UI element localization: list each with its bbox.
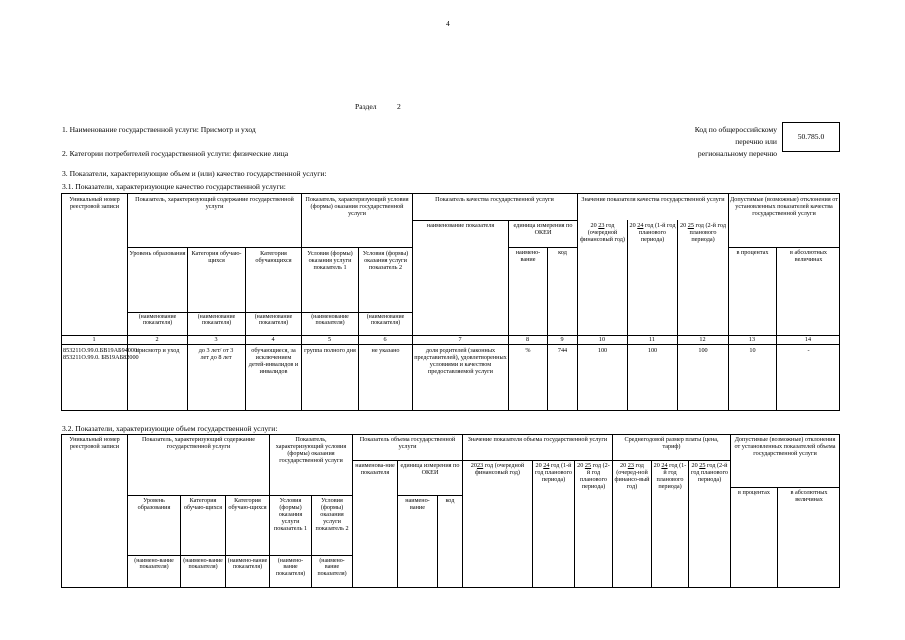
t1-col-num: 6: [383, 336, 387, 343]
t1-header-deviation: Допустимые (возможные) отклонения от установленных показателей качества государственной услуги: [730, 196, 838, 217]
t2-sub-name-5: (наимено-вание показателя): [317, 558, 347, 577]
consumer-category: 2. Категории потребителей государственной услуги: физические лица: [62, 149, 289, 158]
t1-sub-condition-1: Условия (формы) оказания услуги показатель 1: [307, 250, 353, 271]
t2-sub-name-2: (наимено-вание показателя): [183, 558, 223, 571]
t2-header-content: Показатель, характеризующий содержание государственной услуги: [141, 436, 256, 450]
t1-sub-name-5: (наименование показателя): [366, 314, 405, 327]
t1-col-num: 1: [92, 336, 96, 343]
t2-sub-student-category: Категория обучаю-щихся: [183, 497, 223, 511]
t1-col-num: 4: [271, 336, 275, 343]
t1-header-quality: Показатель качества государственной услуги: [435, 196, 554, 203]
t1-row-unit-name: %: [525, 347, 531, 354]
t2-header-price: Среднегодовой размер платы (цена, тариф): [624, 436, 719, 450]
t1-sub-name-1: (наименование показателя): [138, 314, 177, 327]
t2-sub-condition-2: Условия (формы) оказания услуги показатель 2: [315, 497, 349, 532]
t2-header-volume-year3: 20 25 год (2-й год планового периода): [577, 462, 610, 490]
t1-header-absolute: в абсолютных величинах: [789, 249, 828, 263]
t2-header-volume: Показатель объема государственной услуги: [359, 436, 456, 450]
t1-row-unit-code: 744: [557, 347, 568, 354]
t1-col-num: 5: [327, 336, 332, 343]
t1-col-num: 14: [804, 336, 812, 343]
t2-header-percent: в процентах: [738, 489, 770, 496]
t2-header-values: Значение показателя объема государственной услуги: [467, 436, 608, 443]
t1-col-num: 2: [155, 336, 159, 343]
t1-row-reg-number: 853211О.99.0.БВ19АБ94000/ 853211О.99.0. БВ19АБ82000: [63, 347, 139, 361]
t1-header-indicator-name: наименование показателя: [426, 222, 495, 229]
code-label-line1: Код по общероссийскому: [694, 125, 777, 134]
t1-col-num: 7: [458, 336, 462, 343]
t2-header-price-year1: 20 23 год (очеред-ной финансо-вый год): [614, 462, 650, 490]
t2-header-indicator-name: наименова-ние показателя: [355, 462, 395, 476]
t1-row-deviation-absolute: -: [807, 347, 810, 354]
t1-header-year1: 20 23 год (очередной финансовый год): [580, 222, 625, 243]
t2-sub-name-4: (наимено-вание показателя): [275, 558, 306, 577]
t2-header-unit-name: наимено-вание: [405, 497, 430, 511]
t2-sub-condition-1: Условия (формы) оказания услуги показатель 1: [273, 497, 308, 532]
t1-row-condition-2: не указано: [371, 347, 400, 354]
section-number: 2: [397, 102, 401, 111]
t2-sub-name-3: (наимено-вание показателя): [227, 558, 268, 571]
t1-col-num: 12: [699, 336, 706, 343]
t2-header-conditions: Показатель, характеризующий условия (формы) оказания государственной услуги: [275, 436, 347, 464]
section-label: Раздел: [355, 102, 377, 111]
t1-sub-name-4: (наименование показателя): [311, 314, 349, 327]
t1-header-year2: 20 24 год (1-й год планового периода): [629, 222, 676, 243]
t1-header-percent: в процентах: [736, 249, 769, 256]
code-label-line2: перечню или: [735, 137, 777, 146]
t1-row-indicator-name: доля родителей (законных представителей), удовлетворенных условиями и качеством предоставляемой услуги: [414, 347, 507, 375]
t1-col-num: 9: [560, 336, 564, 343]
t1-row-value-year1: 100: [597, 347, 608, 354]
t1-row-deviation-percent: 10: [749, 347, 756, 354]
t1-sub-student-category: Категория обучаю-щихся: [191, 250, 242, 264]
t1-sub-student-category-2: Категория обучающихся: [255, 250, 292, 264]
t1-header-unit: единица измерения по ОКЕИ: [513, 222, 573, 236]
t1-col-num: 10: [598, 336, 606, 343]
t1-header-reg-number: Уникальный номер реестровой записи: [69, 196, 120, 210]
quality-title: 3.1. Показатели, характеризующие качество государственной услуги:: [62, 182, 286, 191]
t2-sub-student-category-2: Категория обучаю-щихся: [228, 497, 267, 511]
t1-col-num: 13: [748, 336, 756, 343]
t1-header-content: Показатель, характеризующий содержание государственной услуги: [135, 196, 294, 210]
t1-col-num: 3: [214, 336, 218, 343]
t1-header-conditions: Показатель, характеризующий условия (формы) оказания государственной услуги: [305, 196, 409, 217]
t1-sub-condition-2: Условия (формы) оказания услуги показатель 2: [362, 250, 409, 271]
t1-row-condition-1: группа полного дня: [304, 347, 356, 354]
t2-header-unit: единица измерения по ОКЕИ: [400, 462, 460, 476]
t2-header-price-year2: 20 24 год (1-й год планового периода): [653, 462, 687, 490]
t2-header-volume-year1: 2023 год (очередной финансовый год): [470, 462, 525, 476]
t1-row-age: до 3 лет/ от 3 лет до 8 лет: [198, 347, 234, 361]
t1-header-year3: 20 25 год (2-й год планового периода): [680, 222, 726, 243]
t1-sub-education-level: Уровень образования: [129, 250, 186, 257]
t1-header-unit-name: наимено-вание: [515, 249, 541, 263]
code-label-line3: региональному перечню: [697, 149, 777, 158]
t2-header-deviation: Допустимые (возможные) отклонения от установленных показателей объема государственной услуги: [734, 436, 836, 457]
t1-header-values: Значение показателя качества государственной услуги: [581, 196, 725, 203]
service-name: 1. Наименование государственной услуги: Присмотр и уход: [62, 125, 256, 134]
indicators-title: 3. Показатели, характеризующие объем и (или) качество государственной услуги:: [62, 169, 327, 178]
t1-sub-name-3: (наименование показателя): [254, 314, 293, 327]
code-value: 50.785.0: [797, 132, 825, 141]
t2-sub-name-1: (наимено-вание показателя): [134, 558, 174, 571]
page-number: 4: [446, 19, 450, 28]
t1-col-num: 11: [649, 336, 655, 343]
t1-sub-name-2: (наименование показателя): [197, 314, 236, 327]
t1-row-content: присмотр и уход: [135, 347, 180, 354]
t2-header-unit-code: код: [445, 497, 455, 504]
t2-header-reg-number: Уникальный номер реестровой записи: [69, 436, 120, 450]
volume-title: 3.2. Показатели, характеризующие объем государственной услуги:: [62, 424, 278, 433]
t2-sub-education-level: Уровень образования: [137, 497, 171, 511]
t1-col-num: 8: [525, 336, 530, 343]
t1-row-value-year2: 100: [647, 347, 658, 354]
t1-header-unit-code: код: [558, 249, 567, 256]
t2-header-absolute: в абсолютных величинах: [790, 489, 828, 503]
t2-header-volume-year2: 20 24 год (1-й год планового периода): [535, 462, 572, 483]
t1-row-category: обучающиеся, за исключением детей-инвалидов и инвалидов: [248, 347, 299, 375]
t1-row-value-year3: 100: [698, 347, 708, 354]
t2-header-price-year3: 20 25 год (2-й год планового периода): [691, 462, 728, 483]
